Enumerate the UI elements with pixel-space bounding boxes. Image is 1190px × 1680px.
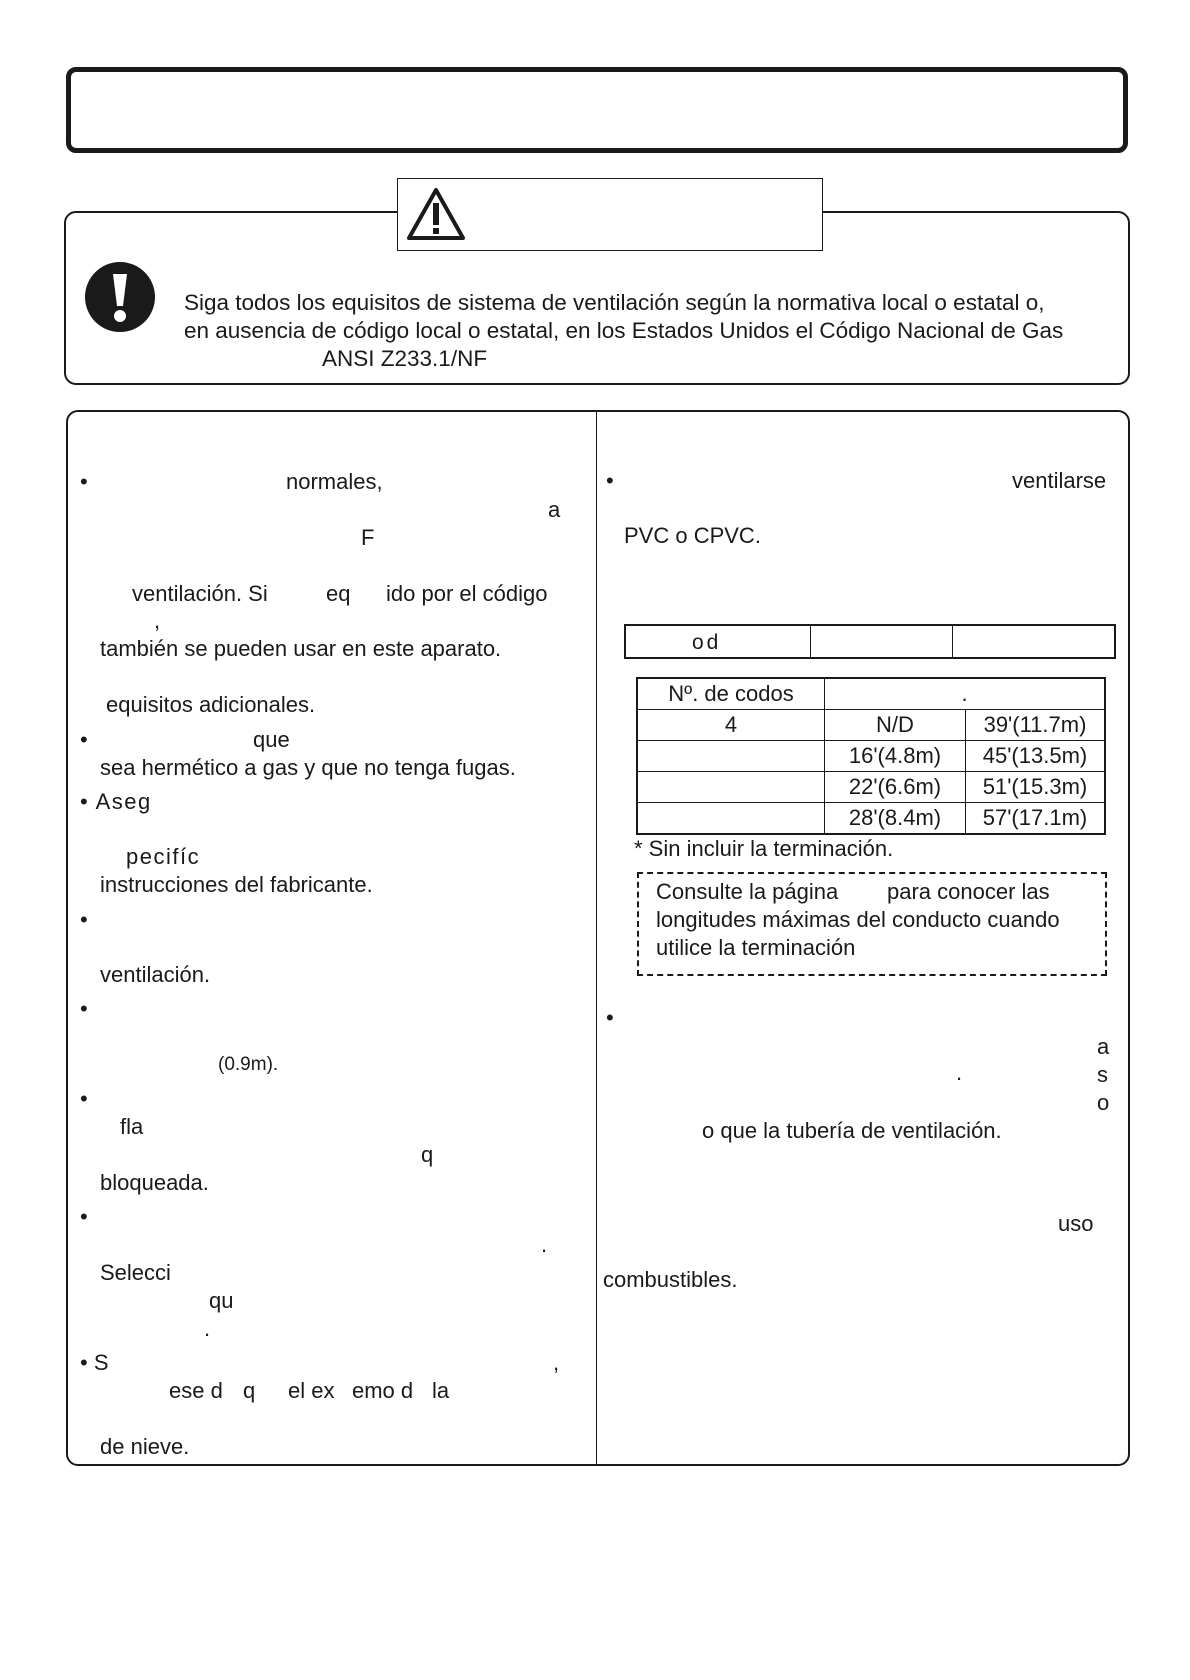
text-fragment: Selecci — [100, 1260, 171, 1285]
table-cell: 39'(11.7m) — [966, 710, 1106, 741]
elbow-length-table — [636, 677, 1106, 835]
table-header-cell: . — [825, 678, 1106, 710]
table-cell: 4 — [637, 710, 825, 741]
text-fragment: normales, — [286, 469, 383, 494]
text-fragment: , — [553, 1350, 560, 1375]
table-cell — [637, 741, 825, 772]
page-header-box — [66, 67, 1128, 153]
table-cell — [637, 772, 825, 803]
note-text: longitudes máximas del conducto cuando — [656, 907, 1060, 932]
text-fragment: s — [1097, 1062, 1108, 1087]
warning-line-3: ANSI Z233.1/NF — [322, 346, 488, 371]
text-fragment: ventilarse — [1012, 468, 1107, 493]
table-cell: 45'(13.5m) — [966, 741, 1106, 772]
text-fragment: uso — [1058, 1211, 1094, 1236]
text-fragment: PVC o CPVC. — [624, 523, 761, 548]
text-fragment: emo d — [352, 1378, 414, 1403]
table-row — [637, 741, 1105, 772]
text-fragment: fla — [120, 1114, 144, 1139]
text-fragment: F — [361, 525, 375, 550]
table-cell: 22'(6.6m) — [825, 772, 966, 803]
text-fragment: qu — [209, 1288, 234, 1313]
table-row — [637, 803, 1105, 835]
bullet-marker: • — [80, 1086, 88, 1111]
bullet-marker: • — [80, 727, 88, 752]
warning-line-1: Siga todos los equisitos de sistema de ventilación según la normativa local o estatal o, — [184, 290, 1045, 315]
text-fragment: instrucciones del fabricante. — [100, 872, 373, 897]
warning-line-2: en ausencia de código local o estatal, en los Estados Unidos el Código Nacional de Gas — [184, 318, 1064, 343]
table-row — [637, 772, 1105, 803]
bullet-marker: • — [606, 1005, 614, 1030]
text-fragment: a — [1097, 1034, 1110, 1059]
table-cell: 28'(8.4m) — [825, 803, 966, 835]
table-row — [637, 710, 1105, 741]
mandatory-exclamation-icon — [83, 260, 157, 334]
text-fragment: ido por el código — [386, 581, 548, 606]
text-fragment: . — [541, 1232, 548, 1257]
text-fragment: • S — [80, 1350, 109, 1375]
text-fragment: • Aseg — [80, 789, 152, 814]
table-cell: 51'(15.3m) — [966, 772, 1106, 803]
bullet-marker: • — [80, 907, 88, 932]
text-fragment: también se pueden usar en este aparato. — [100, 636, 502, 661]
text-fragment: ventilación. Si — [132, 581, 268, 606]
text-fragment: . — [956, 1060, 963, 1085]
text-fragment: q — [421, 1142, 434, 1167]
vent-reference-table — [624, 624, 1116, 659]
bullet-marker: • — [80, 996, 88, 1021]
text-fragment: ese d — [169, 1378, 223, 1403]
note-text: Consulte la página — [656, 879, 839, 904]
column-divider — [596, 411, 597, 1465]
table-cell: N/D — [825, 710, 966, 741]
table-cell: 16'(4.8m) — [825, 741, 966, 772]
caution-label — [397, 178, 823, 251]
table-cell: 57'(17.1m) — [966, 803, 1106, 835]
text-fragment: o que la tubería de ventilación. — [702, 1118, 1002, 1143]
text-fragment: que — [253, 727, 290, 752]
bullet-marker: • — [80, 469, 88, 494]
text-fragment: sea hermético a gas y que no tenga fugas. — [100, 755, 516, 780]
text-fragment: ventilación. — [100, 962, 211, 987]
table-header-row — [637, 678, 1105, 710]
text-fragment: eq — [326, 581, 351, 606]
table-footnote: * Sin incluir la terminación. — [634, 836, 894, 861]
bullet-marker: • — [606, 468, 614, 493]
warning-triangle-icon — [406, 186, 466, 242]
text-fragment: (0.9m). — [218, 1054, 279, 1075]
table-header-cell: Nº. de codos — [637, 678, 825, 710]
text-fragment: o — [1097, 1090, 1110, 1115]
table-cell — [637, 803, 825, 835]
text-fragment: a — [548, 497, 561, 522]
note-text: utilice la terminación — [656, 935, 856, 960]
text-fragment: combustibles. — [603, 1267, 738, 1292]
text-fragment: , — [154, 608, 161, 633]
bullet-marker: • — [80, 1204, 88, 1229]
text-fragment: de nieve. — [100, 1434, 190, 1459]
note-text: para conocer las — [887, 879, 1050, 904]
text-fragment: q — [243, 1378, 256, 1403]
text-fragment: . — [204, 1316, 211, 1341]
text-fragment: equisitos adicionales. — [106, 692, 316, 717]
text-fragment: el ex — [288, 1378, 335, 1403]
text-fragment: pecifíc — [126, 844, 201, 869]
text-fragment: la — [432, 1378, 450, 1403]
text-fragment: bloqueada. — [100, 1170, 209, 1195]
ref-table-cell: od — [692, 631, 722, 654]
